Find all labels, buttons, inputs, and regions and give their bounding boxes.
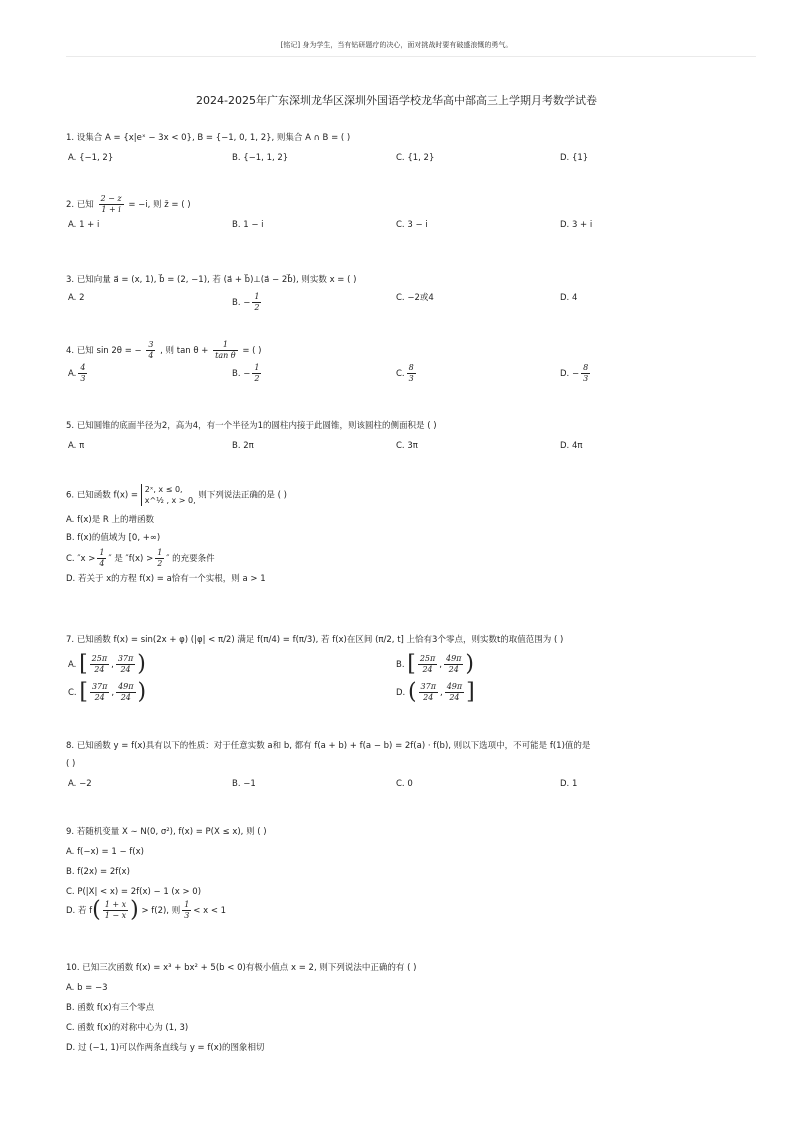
option-c[interactable]: C. {1, 2} bbox=[396, 153, 435, 163]
piecewise-brace: 2ˣ, x ≤ 0, x^½ , x > 0, bbox=[141, 484, 196, 506]
option-b[interactable]: B. f(x)的值域为 [0, +∞) bbox=[66, 533, 161, 543]
option-a[interactable]: A. 1 + i bbox=[68, 220, 100, 230]
question-stem: 9. 若随机变量 X ∼ N(0, σ²), f(x) = P(X ≤ x), 则 ( ) bbox=[66, 827, 267, 837]
question-stem: 6. 已知函数 f(x) = bbox=[66, 490, 138, 501]
question-stem: 7. 已知函数 f(x) = sin(2x + φ) (|φ| < π/2) 满足 f(π/4) = f(π/3), 若 f(x)在区间 (π/2, t] 上恰有3个零点，则实数t的取值范围为 ( ) bbox=[66, 635, 564, 645]
option-b[interactable]: B. 1 − i bbox=[232, 220, 264, 230]
question-stem: 5. 已知圆锥的底面半径为2，高为4，有一个半径为1的圆柱内接于此圆锥，则该圆柱的侧面积是 ( ) bbox=[66, 421, 437, 431]
option-d[interactable]: D. 若关于 x的方程 f(x) = a恰有一个实根，则 a > 1 bbox=[66, 574, 266, 584]
page-title: 2024-2025年广东深圳龙华区深圳外国语学校龙华高中部高三上学期月考数学试卷 bbox=[196, 94, 597, 107]
question-6: 6. 已知函数 f(x) = 2ˣ, x ≤ 0, x^½ , x > 0, 则下列说法正确的是 ( ) A. f(x)是 R 上的增函数 B. f(x)的值域为 [0, +∞) C. ″x > $\frac{1}{4}$ ″ 是 ″f(x) > $\frac{1}{2}$ ″ 的充要条件 D. 若关于 x的方程 f(x) = a恰有一个实根，则 a > 1 bbox=[66, 484, 756, 585]
question-stem: 3. 已知向量 a⃗ = (x, 1), b⃗ = (2, −1), 若 (a⃗ + b⃗)⊥(a⃗ − 2b⃗), 则实数 x = ( ) bbox=[66, 275, 357, 285]
option-a[interactable]: A. 2 bbox=[68, 293, 85, 303]
option-c[interactable]: C. $\frac{8}{3}$ bbox=[396, 363, 414, 383]
option-c[interactable]: C. 3π bbox=[396, 441, 418, 451]
question-3 bbox=[66, 274, 756, 314]
option-d[interactable]: D. {1} bbox=[560, 153, 589, 163]
option-b[interactable]: B. − $\frac{1}{2}$ bbox=[232, 292, 260, 312]
option-c[interactable]: C. 0 bbox=[396, 779, 413, 789]
question-7 bbox=[66, 634, 756, 710]
option-a[interactable]: A. $\frac{4}{3}$ bbox=[68, 363, 86, 383]
question-1 bbox=[66, 132, 756, 168]
option-d[interactable]: D. ( $\frac{37\pi}{24}$ , $\frac{49\pi}{24}$ ] bbox=[396, 679, 475, 705]
option-d[interactable]: D. 若 f( $\frac{1 + x}{1 - x}$ ) > f(2), 则 $\frac{1}{3}$ < x < 1 bbox=[66, 897, 227, 923]
question-4: 4. 已知 sin 2θ = − $\frac{3}{4}$ , 则 tan θ + $\frac{1}{\text{tan θ}}$ = ( ) A. $\frac{4}{3}$ B. − $\frac{1}{2}$ C. $\frac{8}{3}$ D. − $\frac{8}{3}$ bbox=[66, 340, 756, 387]
option-b[interactable]: B. −1 bbox=[232, 779, 256, 789]
header-divider bbox=[66, 56, 756, 57]
option-c[interactable]: C. P(|X| < x) = 2f(x) − 1 (x > 0) bbox=[66, 887, 202, 897]
option-d[interactable]: D. − $\frac{8}{3}$ bbox=[560, 363, 589, 383]
option-b[interactable]: B. {−1, 1, 2} bbox=[232, 153, 289, 163]
option-d[interactable]: D. 3 + i bbox=[560, 220, 593, 230]
option-b[interactable]: B. f(2x) = 2f(x) bbox=[66, 867, 130, 877]
question-stem: 8. 已知函数 y = f(x)具有以下的性质：对于任意实数 a和 b, 都有 f(a + b) + f(a − b) = 2f(a) · f(b), 则以下选项中，不可能是 f(1)值的是 bbox=[66, 741, 591, 751]
option-c[interactable]: C. 3 − i bbox=[396, 220, 428, 230]
option-c[interactable]: C. [ $\frac{37\pi}{24}$ , $\frac{49\pi}{24}$ ) bbox=[68, 679, 147, 705]
option-d[interactable]: D. 4 bbox=[560, 293, 578, 303]
option-b[interactable]: B. 2π bbox=[232, 441, 254, 451]
question-8: 8. 已知函数 y = f(x)具有以下的性质：对于任意实数 a和 b, 都有 f(a + b) + f(a − b) = 2f(a) · f(b), 则以下选项中，不可能是 f(1)值的是 ( ) A. −2 B. −1 C. 0 D. 1 bbox=[66, 740, 756, 794]
option-b[interactable]: B. [ $\frac{25\pi}{24}$ , $\frac{49\pi}{24}$ ) bbox=[396, 651, 475, 677]
option-d[interactable]: D. 4π bbox=[560, 441, 583, 451]
option-c[interactable]: C. ″x > $\frac{1}{4}$ ″ 是 ″f(x) > $\frac{1}{2}$ ″ 的充要条件 bbox=[66, 548, 215, 568]
option-b[interactable]: B. − $\frac{1}{2}$ bbox=[232, 363, 260, 383]
option-a[interactable]: A. b = −3 bbox=[66, 983, 108, 993]
option-a[interactable]: A. f(−x) = 1 − f(x) bbox=[66, 847, 144, 857]
question-9 bbox=[66, 826, 756, 921]
question-2 bbox=[66, 194, 756, 235]
option-a[interactable]: A. π bbox=[68, 441, 85, 451]
question-5 bbox=[66, 420, 756, 456]
question-stem: 1. 设集合 A = {x|eˣ − 3x < 0}, B = {−1, 0, 1, 2}, 则集合 A ∩ B = ( ) bbox=[66, 133, 351, 143]
question-stem-end: = −i, 则 z̄ = ( ) bbox=[128, 200, 191, 210]
question-stem: 10. 已知三次函数 f(x) = x³ + bx² + 5(b < 0)有极小值点 x = 2, 则下列说法中正确的有 ( ) bbox=[66, 963, 417, 973]
option-a[interactable]: A. [ $\frac{25\pi}{24}$ , $\frac{37\pi}{24}$ ) bbox=[68, 651, 146, 677]
option-a[interactable]: A. −2 bbox=[68, 779, 92, 789]
option-a[interactable]: A. {−1, 2} bbox=[68, 153, 114, 163]
option-a[interactable]: A. f(x)是 R 上的增函数 bbox=[66, 515, 155, 525]
option-b[interactable]: B. 函数 f(x)有三个零点 bbox=[66, 1003, 155, 1013]
question-stem: 2. 已知 bbox=[66, 200, 94, 210]
option-c[interactable]: C. 函数 f(x)的对称中心为 (1, 3) bbox=[66, 1023, 189, 1033]
question-10 bbox=[66, 962, 756, 1054]
option-d[interactable]: D. 过 (−1, 1)可以作两条直线与 y = f(x)的图象相切 bbox=[66, 1043, 265, 1053]
option-d[interactable]: D. 1 bbox=[560, 779, 578, 789]
option-c[interactable]: C. −2或4 bbox=[396, 293, 434, 303]
fraction: $\frac{2 - z}{1 + i}$ bbox=[100, 194, 122, 214]
question-stem: 4. 已知 sin 2θ = − bbox=[66, 346, 142, 356]
motto-banner: [铭记] 身为学生，当有钻研题疗的决心，面对挑战时要有破盛浪慨的勇气。 bbox=[280, 41, 513, 49]
